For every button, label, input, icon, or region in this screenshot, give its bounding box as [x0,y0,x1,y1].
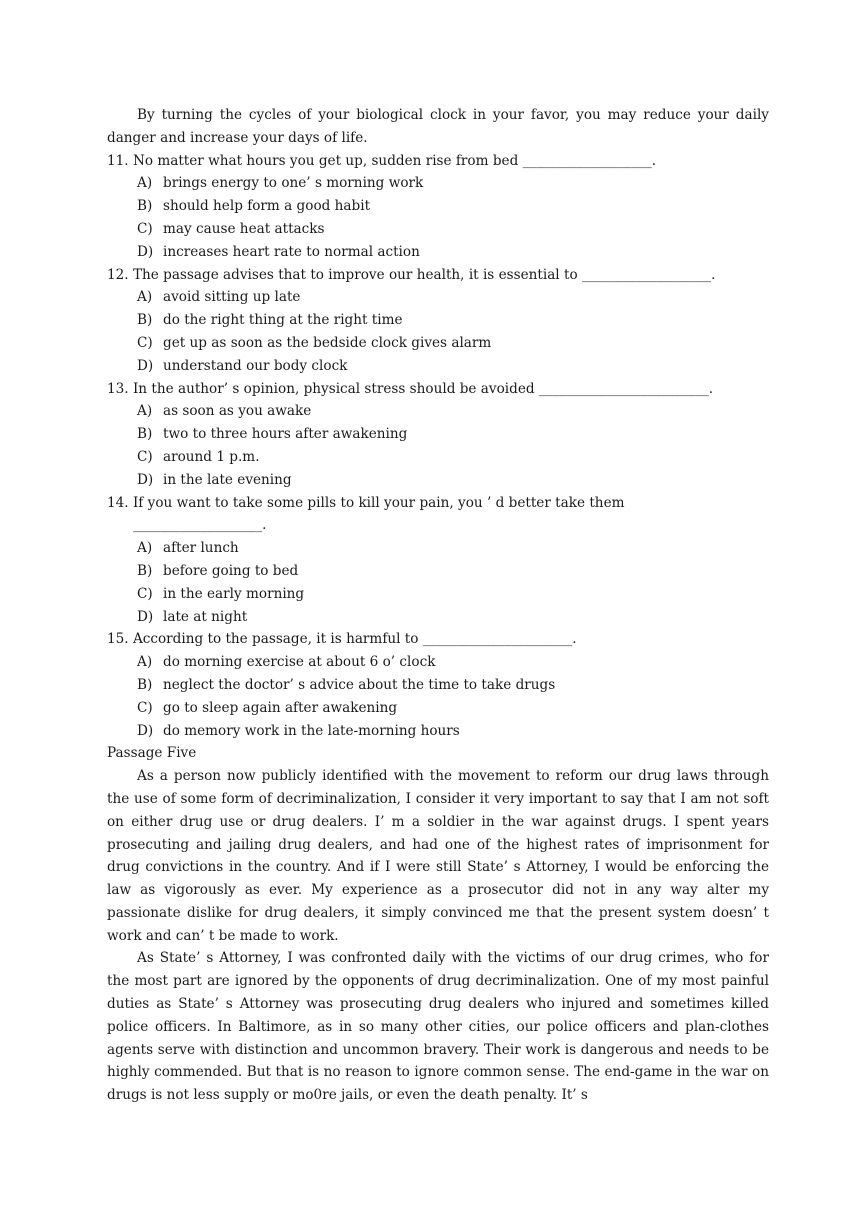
option-text: neglect the doctor’ s advice about the time to take drugs [163,676,556,693]
option-text: avoid sitting up late [163,289,301,306]
option-b [107,309,769,332]
option-b [107,560,769,583]
option-letter: C) [137,448,153,465]
option-b [107,423,769,446]
option-text: brings energy to one’ s morning work [163,175,424,192]
option-text: do memory work in the late-morning hours [163,722,460,739]
option-a [107,172,769,195]
question-stem-line1: 14. If you want to take some pills to kill your pain, you ’ d better take them [107,494,625,511]
option-text: go to sleep again after awakening [163,699,398,716]
option-letter: B) [137,562,153,579]
option-c [107,583,769,606]
question-stem: 11. No matter what hours you get up, sudden rise from bed ___________________. [107,152,657,169]
option-text: do the right thing at the right time [163,312,403,329]
option-letter: B) [137,312,153,329]
passage-paragraph-1: As a person now publicly identified with the movement to reform our drug laws through the use of some form of decriminalization, I consider it very important to say that I am not soft on either drug use or drug dealers. I’ m a soldier in the war against drugs. I spent years prosecuting and jailing drug dealers, and had one of the highest rates of imprisonment for drug convictions in the country. And if I were still State’ s Attorney, I would be enforcing the law as vigorously as ever. My experience as a prosecutor did not in any way alter my passionate dislike for drug dealers, it simply convinced me that the present system doesn’ t work and can’ t be made to work. [107,768,769,944]
option-c [107,218,769,241]
option-letter: A) [137,289,153,306]
question-stem: 13. In the author’ s opinion, physical stress should be avoided _________________________. [107,380,714,397]
option-a [107,286,769,309]
option-text: two to three hours after awakening [163,426,408,443]
option-text: increases heart rate to normal action [163,243,420,260]
option-text: get up as soon as the bedside clock gives alarm [163,334,492,351]
option-letter: A) [137,175,153,192]
option-text: do morning exercise at about 6 o’ clock [163,654,436,671]
options-list [107,400,769,491]
option-letter: C) [137,334,153,351]
question-14 [107,492,769,629]
option-letter: C) [137,220,153,237]
option-c [107,332,769,355]
question-12 [107,264,769,378]
question-stem: 15. According to the passage, it is harmful to ______________________. [107,631,577,648]
option-text: should help form a good habit [163,198,371,215]
option-text: after lunch [163,540,239,557]
option-letter: D) [137,608,154,625]
option-text: understand our body clock [163,357,348,374]
option-b [107,195,769,218]
option-a [107,400,769,423]
option-letter: D) [137,471,154,488]
option-text: in the late evening [163,471,292,488]
option-letter: D) [137,243,154,260]
options-list [107,286,769,377]
intro-paragraph: By turning the cycles of your biological clock in your favor, you may reduce your daily danger and increase your days of life. [107,107,769,146]
option-d [107,469,769,492]
option-letter: B) [137,198,153,215]
option-d [107,355,769,378]
passage-heading: Passage Five [107,745,197,762]
option-d [107,606,769,629]
option-letter: B) [137,676,153,693]
question-11 [107,150,769,264]
option-letter: D) [137,722,154,739]
question-stem-line2: ___________________. [133,517,267,534]
option-d [107,720,769,743]
option-letter: A) [137,654,153,671]
options-list [107,651,769,742]
option-letter: C) [137,585,153,602]
option-text: around 1 p.m. [163,448,260,465]
options-list [107,172,769,263]
option-c [107,446,769,469]
option-text: as soon as you awake [163,403,312,420]
option-letter: A) [137,403,153,420]
question-stem [107,492,769,538]
option-text: may cause heat attacks [163,220,325,237]
option-a [107,537,769,560]
option-c [107,697,769,720]
option-text: before going to bed [163,562,299,579]
option-b [107,674,769,697]
option-d [107,241,769,264]
question-13 [107,378,769,492]
option-letter: B) [137,426,153,443]
option-text: in the early morning [163,585,305,602]
option-a [107,651,769,674]
option-letter: A) [137,540,153,557]
question-15 [107,628,769,742]
passage-paragraph-2: As State’ s Attorney, I was confronted daily with the victims of our drug crimes, who for the most part are ignored by the opponents of drug decriminalization. One of my most painful duties as State’ s Attorney was prosecuting drug dealers who injured and sometimes killed police officers. In Baltimore, as in so many other cities, our police officers and plan-clothes agents serve with distinction and uncommon bravery. Their work is dangerous and needs to be highly commended. But that is no reason to ignore common sense. The end-game in the war on drugs is not less supply or mo0re jails, or even the death penalty. It’ s [107,950,769,1104]
options-list [107,537,769,628]
question-stem: 12. The passage advises that to improve our health, it is essential to ___________________. [107,266,716,283]
option-text: late at night [163,608,248,625]
document-page [107,104,769,1107]
option-letter: C) [137,699,153,716]
option-letter: D) [137,357,154,374]
